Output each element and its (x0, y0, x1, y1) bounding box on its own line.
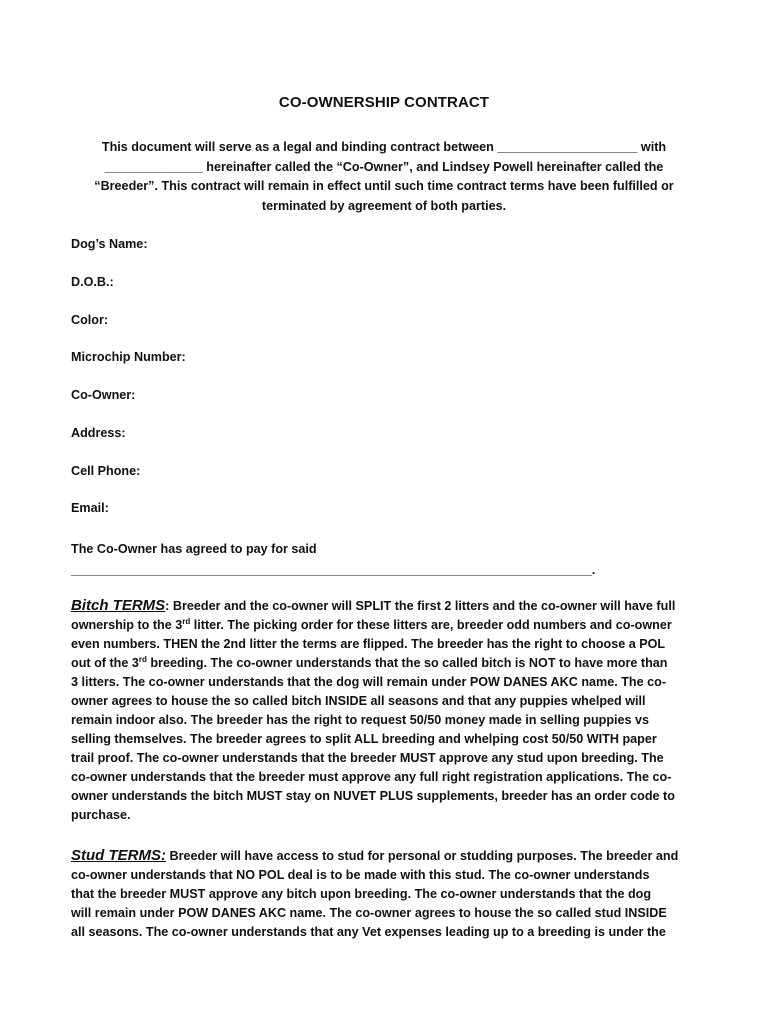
document-title: CO-OWNERSHIP CONTRACT (278, 94, 490, 111)
payment-clause (71, 539, 691, 581)
field-email: Email: (71, 501, 109, 515)
bitch-terms-line: owner agrees to house the so called bitch INSIDE all seasons and that any puppies whelped will (71, 694, 646, 708)
stud-terms-section (71, 846, 697, 942)
line-text: ownership to the 3 (71, 618, 183, 632)
intro-line: terminated by agreement of both parties. (261, 198, 507, 213)
ordinal-suffix: rd (138, 654, 147, 664)
field-dob: D.O.B.: (71, 275, 114, 289)
bitch-terms-heading: Bitch TERMS (71, 597, 166, 614)
bitch-terms-line: 3 litters. The co-owner understands that the dog will remain under POW DANES AKC name. The co- (71, 675, 667, 689)
stud-terms-heading: Stud TERMS: (71, 847, 166, 864)
stud-terms-line: co-owner understands that NO POL deal is to be made with this stud. The co-owner understands (71, 868, 650, 882)
line-text: litter. The picking order for these litters are, breeder odd numbers and co-owner (190, 618, 672, 632)
line-text: breeding. The co-owner understands that the so called bitch is NOT to have more than (146, 656, 668, 670)
payment-text: The Co-Owner has agreed to pay for said (71, 542, 317, 556)
bitch-terms-line: purchase. (71, 808, 131, 822)
intro-line: ______________ hereinafter called the “Co-Owner”, and Lindsey Powell hereinafter called the (104, 159, 664, 174)
field-color: Color: (71, 313, 109, 327)
bitch-terms-line: selling themselves. The breeder agrees to split ALL breeding and whelping cost 50/50 WITH paper (71, 732, 657, 746)
bitch-terms-line (71, 596, 697, 616)
ordinal-suffix: rd (182, 616, 191, 626)
field-dogs-name: Dog’s Name: (71, 237, 148, 251)
bitch-terms-line: owner understands the bitch MUST stay on NUVET PLUS supplements, breeder has an order code to (71, 789, 675, 803)
bitch-terms-line (71, 654, 697, 673)
field-microchip-number: Microchip Number: (71, 350, 186, 364)
stud-terms-line (71, 846, 697, 866)
bitch-terms-line: co-owner understands that the breeder must approve any full right registration applications. The co- (71, 770, 672, 784)
line-text: Breeder and the co-owner will SPLIT the first 2 litters and the co-owner will have full (169, 599, 676, 613)
bitch-terms-line: remain indoor also. The breeder has the right to request 50/50 money made in selling puppies vs (71, 713, 650, 727)
bitch-terms-line (71, 616, 697, 635)
intro-paragraph (78, 138, 690, 216)
stud-terms-line: will remain under POW DANES AKC name. The co-owner agrees to house the so called stud INSIDE (71, 906, 667, 920)
payment-blank-line: ____________________________________________________________________________. (71, 563, 596, 577)
field-address: Address: (71, 426, 126, 440)
field-co-owner: Co-Owner: (71, 388, 136, 402)
intro-line: This document will serve as a legal and binding contract between ____________________ with (101, 140, 667, 154)
field-cell-phone: Cell Phone: (71, 464, 141, 478)
line-text: Breeder will have access to stud for personal or studding purposes. The breeder and (166, 849, 679, 863)
stud-terms-line: that the breeder MUST approve any bitch upon breeding. The co-owner understands that the dog (71, 887, 652, 901)
stud-terms-line: all seasons. The co-owner understands that any Vet expenses leading up to a breeding is under the (71, 925, 666, 939)
intro-line: “Breeder”. This contract will remain in effect until such time contract terms have been fulfilled or (94, 179, 674, 193)
heading-colon: : (165, 599, 170, 613)
line-text: out of the 3 (71, 656, 139, 670)
bitch-terms-line: even numbers. THEN the 2nd litter the terms are flipped. The breeder has the right to choose a POL (71, 637, 666, 651)
bitch-terms-section (71, 596, 697, 825)
bitch-terms-line: trail proof. The co-owner understands that the breeder MUST approve any stud upon breeding. The (71, 751, 664, 765)
